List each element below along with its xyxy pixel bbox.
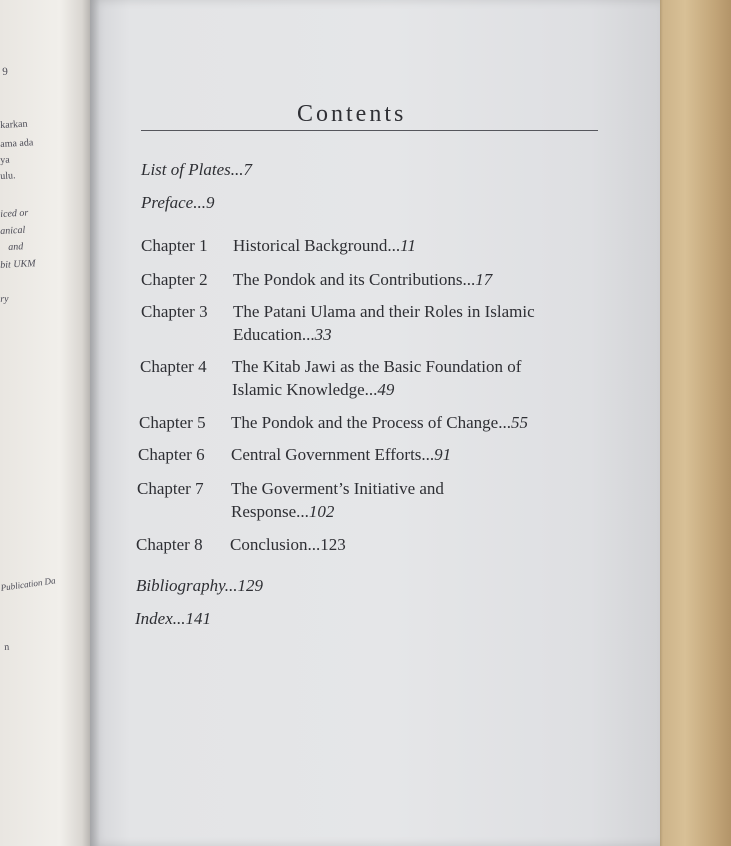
chapter-title-text: The Patani Ulama and their Roles in Islamic bbox=[233, 302, 535, 321]
chapter-page-number: 33 bbox=[314, 325, 332, 344]
left-fragment: bit UKM bbox=[0, 258, 36, 271]
chapter-page-number: 11 bbox=[400, 236, 416, 255]
left-fragment: anical bbox=[0, 224, 26, 237]
chapter-title bbox=[231, 477, 591, 523]
chapter-label: Chapter 6 bbox=[138, 445, 205, 464]
left-page bbox=[0, 0, 90, 846]
chapter-title-text: The Goverment’s Initiative and bbox=[231, 479, 444, 498]
desk-background bbox=[655, 0, 731, 846]
left-fragment: ya bbox=[0, 154, 11, 166]
left-fragment: karkan bbox=[0, 118, 28, 131]
chapter-page-number: 91 bbox=[434, 445, 452, 464]
left-fragment: ulu. bbox=[0, 170, 16, 182]
chapter-title bbox=[233, 300, 593, 346]
chapter-page-number: 17 bbox=[475, 270, 493, 289]
left-fragment: ry bbox=[0, 293, 9, 305]
toc-entry-bibliography: Bibliography...129 bbox=[136, 576, 264, 595]
chapter-label: Chapter 1 bbox=[141, 236, 208, 255]
left-fragment: 9 bbox=[2, 65, 9, 78]
title-divider bbox=[141, 130, 598, 131]
chapter-title bbox=[230, 533, 590, 556]
chapter-label: Chapter 5 bbox=[139, 413, 206, 432]
chapter-title-text: Education... bbox=[233, 325, 315, 344]
chapter-title bbox=[233, 268, 593, 291]
page-title: Contents bbox=[297, 101, 407, 127]
chapter-title-text: Response... bbox=[231, 502, 309, 521]
chapter-page-number: 102 bbox=[308, 502, 335, 521]
left-fragment: iced or bbox=[0, 207, 29, 220]
chapter-page-number: 55 bbox=[510, 413, 528, 432]
chapter-label: Chapter 3 bbox=[141, 302, 208, 321]
chapter-title-text: The Pondok and its Contributions... bbox=[233, 270, 476, 289]
chapter-label: Chapter 7 bbox=[137, 479, 204, 498]
chapter-title-text: Islamic Knowledge... bbox=[232, 380, 378, 399]
left-fragment: and bbox=[8, 241, 24, 253]
chapter-title bbox=[232, 355, 592, 401]
toc-entry-list-of-plates: List of Plates...7 bbox=[141, 160, 252, 179]
left-fragment: ama ada bbox=[0, 137, 34, 150]
chapter-title-text: Central Government Efforts... bbox=[231, 445, 435, 464]
chapter-title-text: Historical Background... bbox=[233, 236, 401, 255]
toc-entry-preface: Preface...9 bbox=[141, 193, 215, 212]
toc-entry-index: Index...141 bbox=[135, 609, 212, 628]
chapter-label: Chapter 8 bbox=[136, 535, 203, 554]
chapter-title-text: The Pondok and the Process of Change... bbox=[231, 413, 511, 432]
chapter-page-number: 49 bbox=[377, 380, 395, 399]
left-fragment: Publication Da bbox=[0, 575, 57, 593]
chapter-title bbox=[231, 443, 591, 466]
left-fragment: n bbox=[4, 641, 10, 653]
chapter-title-text: The Kitab Jawi as the Basic Foundation of bbox=[232, 357, 522, 376]
chapter-label: Chapter 2 bbox=[141, 270, 208, 289]
chapter-title-text: Conclusion...123 bbox=[230, 535, 346, 554]
chapter-title bbox=[233, 234, 593, 257]
chapter-label: Chapter 4 bbox=[140, 357, 207, 376]
chapter-title bbox=[231, 411, 611, 434]
